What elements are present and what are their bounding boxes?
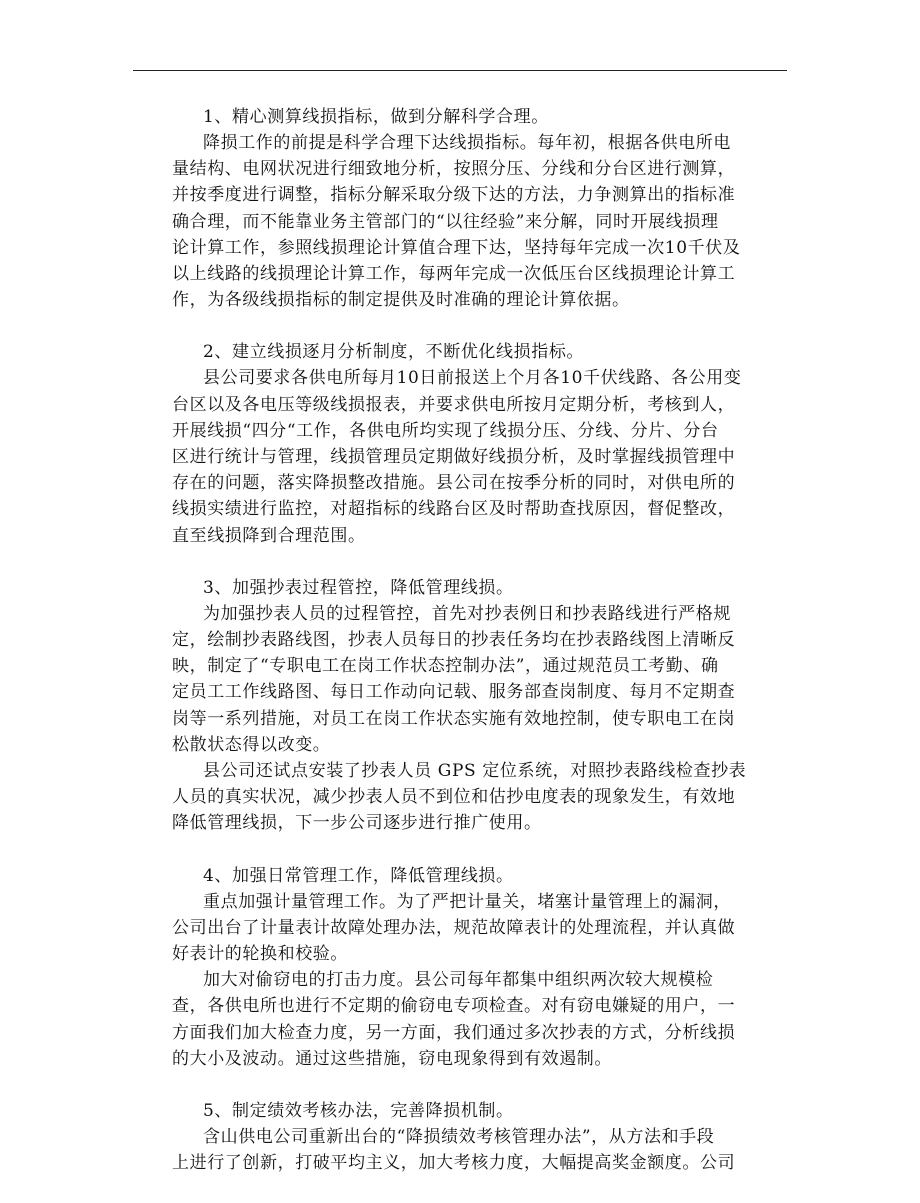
paragraph (172, 758, 792, 837)
text-line: 映，制定了“专职电工在岗工作状态控制办法”，通过规范员工考勤、确 (172, 656, 719, 677)
document-body (172, 104, 792, 1203)
text-line: 为加强抄表人员的过程管控，首先对抄表例日和抄表路线进行严格规 (203, 603, 731, 624)
text-line: 降低管理线损，下一步公司逐步进行推广使用。 (172, 813, 542, 834)
text-line: 直至线损降到合理范围。 (172, 525, 366, 546)
paragraph (172, 601, 792, 758)
text-line: 并按季度进行调整，指标分解采取分级下达的方法，力争测算出的指标准 (172, 185, 736, 206)
text-line: 论计算工作，参照线损理论计算值合理下达，坚持每年完成一次10千伏及 (172, 237, 741, 258)
section-2 (172, 339, 792, 548)
paragraph (172, 967, 792, 1072)
text-line: 线损实绩进行监控，对超指标的线路台区及时帮助查找原因，督促整改， (172, 499, 736, 520)
paragraph (172, 365, 792, 548)
section-heading: 1、精心测算线损指标，做到分解科学合理。 (203, 107, 549, 127)
text-line: 的大小及波动。通过这些措施，窃电现象得到有效遏制。 (172, 1048, 612, 1069)
text-line: 重点加强计量管理工作。为了严把计量关，堵塞计量管理上的漏洞， (203, 891, 731, 912)
section-heading: 2、建立线损逐月分析制度，不断优化线损指标。 (203, 342, 585, 363)
section-4 (172, 863, 792, 1072)
section-heading: 4、加强日常管理工作，降低管理线损。 (203, 865, 514, 886)
text-line: 县公司还试点安装了抄表人员 GPS 定位系统，对照抄表路线检查抄表 (203, 761, 747, 782)
text-line: 好表计的轮换和校验。 (172, 944, 348, 965)
text-line: 区进行统计与管理，线损管理员定期做好线损分析，及时掌握线损管理中 (172, 447, 736, 468)
text-line: 松散状态得以改变。 (172, 734, 331, 755)
text-line: 县公司要求各供电所每月10日前报送上个月各10千伏线路、各公用变 (203, 368, 742, 389)
paragraph (172, 889, 792, 968)
text-line: 方面我们加大检查力度，另一方面，我们通过多次抄表的方式，分析线损 (172, 1022, 736, 1043)
text-line: 降损工作的前提是科学合理下达线损指标。每年初，根据各供电所电 (203, 133, 731, 153)
text-line: 加大对偷窃电的打击力度。县公司每年都集中组织两次较大规模检 (203, 970, 714, 991)
paragraph (172, 130, 792, 313)
section-3 (172, 575, 792, 837)
section-1 (172, 104, 792, 313)
section-heading: 3、加强抄表过程管控，降低管理线损。 (203, 577, 514, 598)
section-5 (172, 1098, 792, 1176)
text-line: 定，绘制抄表路线图，抄表人员每日的抄表任务均在抄表路线图上清晰反 (172, 630, 736, 651)
text-line: 量结构、电网状况进行细致地分析，按照分压、分线和分台区进行测算， (172, 159, 736, 180)
text-line: 岗等一系列措施，对员工在岗工作状态实施有效地控制，使专职电工在岗 (172, 708, 736, 729)
section-heading: 5、制定绩效考核办法，完善降损机制。 (203, 1101, 514, 1122)
text-line: 查，各供电所也进行不定期的偷窃电专项检查。对有窃电嫌疑的用户，一 (172, 996, 736, 1017)
text-line: 人员的真实状况，减少抄表人员不到位和估抄电度表的现象发生，有效地 (172, 787, 736, 808)
paragraph (172, 1124, 792, 1176)
text-line: 上进行了创新，打破平均主义，加大考核力度，大幅提高奖金额度。公司 (172, 1153, 736, 1174)
text-line: 以上线路的线损理论计算工作，每两年完成一次低压台区线损理论计算工 (172, 264, 736, 285)
text-line: 定员工工作线路图、每日工作动向记载、服务部查岗制度、每月不定期查 (172, 682, 736, 703)
text-line: 含山供电公司重新出台的“降损绩效考核管理办法”，从方法和手段 (203, 1127, 715, 1148)
text-line: 开展线损“四分“工作，各供电所均实现了线损分压、分线、分片、分台 (172, 420, 719, 441)
text-line: 确合理，而不能靠业务主管部门的“以往经验”来分解，同时开展线损理 (172, 211, 719, 232)
text-line: 存在的问题，落实降损整改措施。县公司在按季分析的同时，对供电所的 (172, 473, 736, 494)
text-line: 台区以及各电压等级线损报表，并要求供电所按月定期分析，考核到人， (172, 394, 736, 415)
header-rule (133, 70, 787, 71)
text-line: 公司出台了计量表计故障处理办法，规范故障表计的处理流程，并认真做 (172, 917, 736, 938)
text-line: 作，为各级线损指标的制定提供及时准确的理论计算依据。 (172, 290, 630, 311)
